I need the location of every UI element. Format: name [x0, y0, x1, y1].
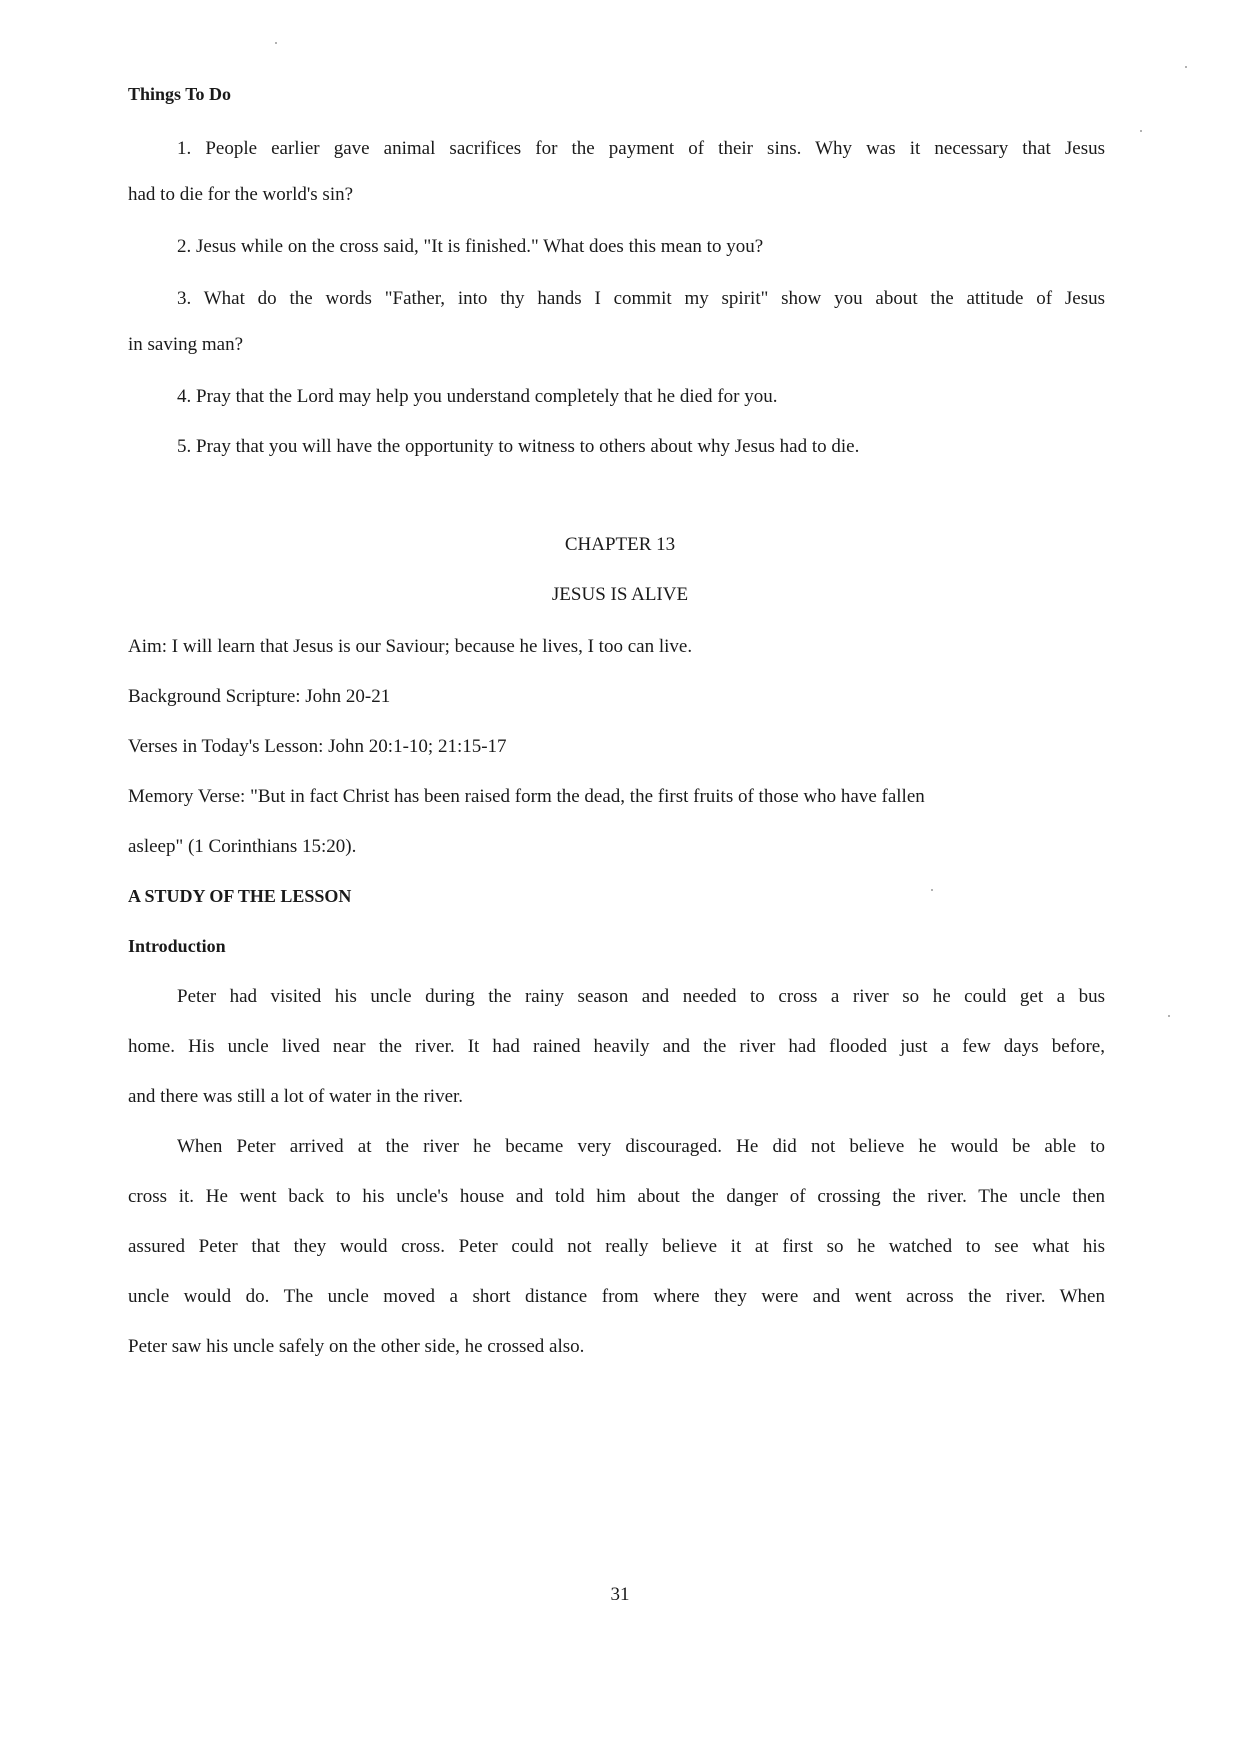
item-3-line-1: 3. What do the words "Father, into thy hands I commit my spirit" show you about the attitude of Jesus	[177, 288, 1105, 309]
scan-speck	[1185, 66, 1187, 68]
memory-verse-line-1: Memory Verse: "But in fact Christ has been raised form the dead, the first fruits of those who have fallen	[128, 786, 925, 807]
scan-speck	[931, 889, 933, 891]
para-2-line-3: assured Peter that they would cross. Peter could not really believe it at first so he watched to see what his	[128, 1236, 1105, 1257]
memory-verse-line-2: asleep" (1 Corinthians 15:20).	[128, 836, 357, 857]
page-number: 31	[610, 1584, 630, 1605]
item-1-line-1: 1. People earlier gave animal sacrifices for the payment of their sins. Why was it necessary that Jesus	[177, 138, 1105, 159]
para-2-line-1: When Peter arrived at the river he became very discouraged. He did not believe he would be able to	[177, 1136, 1105, 1157]
things-to-do-heading: Things To Do	[128, 84, 232, 104]
item-5: 5. Pray that you will have the opportunity to witness to others about why Jesus had to die.	[177, 436, 860, 457]
item-2: 2. Jesus while on the cross said, "It is finished." What does this mean to you?	[177, 236, 764, 257]
item-1-line-2: had to die for the world's sin?	[128, 184, 354, 205]
para-2-line-5: Peter saw his uncle safely on the other side, he crossed also.	[128, 1336, 585, 1357]
para-1-line-1: Peter had visited his uncle during the rainy season and needed to cross a river so he could get a bus	[177, 986, 1105, 1007]
para-1-line-3: and there was still a lot of water in the river.	[128, 1086, 464, 1107]
verses-in-lesson: Verses in Today's Lesson: John 20:1-10; 21:15-17	[128, 736, 507, 757]
chapter-number: CHAPTER 13	[564, 534, 676, 555]
lesson-aim: Aim: I will learn that Jesus is our Saviour; because he lives, I too can live.	[128, 636, 693, 657]
study-heading: A STUDY OF THE LESSON	[128, 886, 352, 906]
para-2-line-4: uncle would do. The uncle moved a short distance from where they were and went across the river. When	[128, 1286, 1105, 1307]
scan-speck	[275, 42, 277, 44]
para-2-line-2: cross it. He went back to his uncle's house and told him about the danger of crossing the river. The uncle then	[128, 1186, 1105, 1207]
introduction-heading: Introduction	[128, 936, 226, 956]
para-1-line-2: home. His uncle lived near the river. It had rained heavily and the river had flooded just a few days before,	[128, 1036, 1105, 1057]
scan-speck	[1168, 1015, 1170, 1017]
chapter-title: JESUS IS ALIVE	[551, 584, 689, 605]
item-4: 4. Pray that the Lord may help you understand completely that he died for you.	[177, 386, 778, 407]
item-3-line-2: in saving man?	[128, 334, 244, 355]
background-scripture: Background Scripture: John 20-21	[128, 686, 391, 707]
scan-speck	[1140, 130, 1142, 132]
